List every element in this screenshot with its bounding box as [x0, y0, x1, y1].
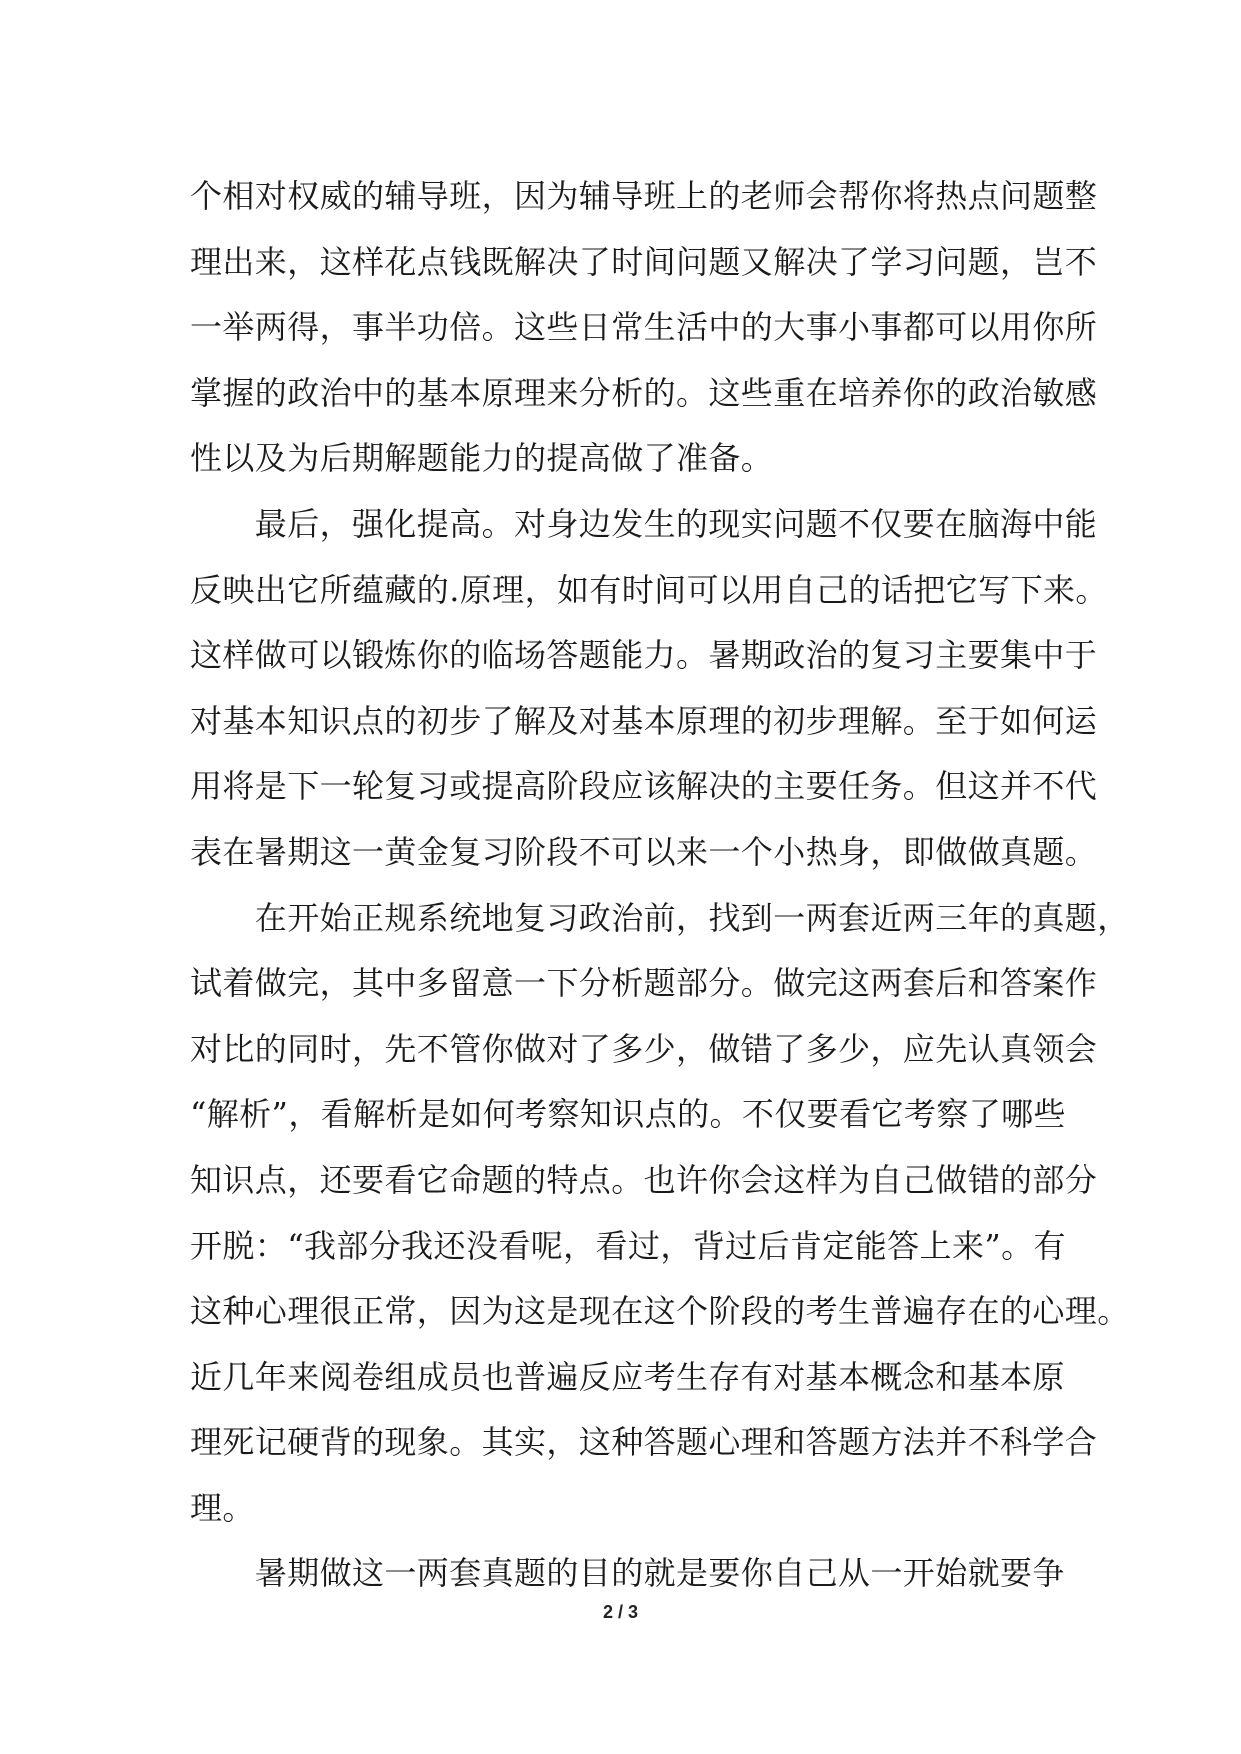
- text-line: 暑期做这一两套真题的目的就是要你自己从一开始就要争: [190, 1554, 1065, 1593]
- text-line: 近几年来阅卷组成员也普遍反应考生存有对基本概念和基本原: [190, 1357, 1065, 1396]
- text-line: 对比的同时，先不管你做对了多少，做错了多少，应先认真领会: [190, 1029, 1098, 1068]
- text-line: 这样做可以锻炼你的临场答题能力。暑期政治的复习主要集中于: [190, 636, 1098, 675]
- text-line: 反映出它所蕴藏的.原理，如有时间可以用自己的话把它写下来。: [190, 570, 1108, 609]
- text-line: “解析”，看解析是如何考察知识点的。不仅要看它考察了哪些: [190, 1095, 1066, 1134]
- text-line: 掌握的政治中的基本原理来分析的。这些重在培养你的政治敏感: [190, 373, 1098, 412]
- text-line: 这种心理很正常，因为这是现在这个阶段的考生普遍存在的心理。: [190, 1292, 1130, 1331]
- body-text: [190, 164, 1130, 1607]
- text-line: 一举两得，事半功倍。这些日常生活中的大事小事都可以用你所: [190, 308, 1098, 347]
- text-line: 试着做完，其中多留意一下分析题部分。做完这两套后和答案作: [190, 964, 1098, 1003]
- text-line: 性以及为后期解题能力的提高做了准备。: [190, 439, 774, 478]
- page-number: 2 / 3: [602, 1602, 639, 1622]
- text-line: 理出来，这样花点钱既解决了时间问题又解决了学习问题，岂不: [190, 242, 1098, 281]
- text-line: 在开始正规系统地复习政治前，找到一两套近两三年的真题，: [190, 898, 1130, 937]
- text-line: 表在暑期这一黄金复习阶段不可以来一个小热身，即做做真题。: [190, 832, 1098, 871]
- text-line: 开脱：“我部分我还没看呢，看过，背过后肯定能答上来”。有: [190, 1226, 1066, 1265]
- text-line: 知识点，还要看它命题的特点。也许你会这样为自己做错的部分: [190, 1160, 1098, 1199]
- text-line: 个相对权威的辅导班，因为辅导班上的老师会帮你将热点问题整: [190, 177, 1098, 215]
- text-line: 用将是下一轮复习或提高阶段应该解决的主要任务。但这并不代: [190, 767, 1098, 806]
- text-line: 理。: [190, 1488, 255, 1527]
- text-line: 最后，强化提高。对身边发生的现实问题不仅要在脑海中能: [190, 504, 1098, 543]
- text-line: 对基本知识点的初步了解及对基本原理的初步理解。至于如何运: [190, 701, 1098, 740]
- text-line: 理死记硬背的现象。其实，这种答题心理和答题方法并不科学合: [190, 1423, 1098, 1462]
